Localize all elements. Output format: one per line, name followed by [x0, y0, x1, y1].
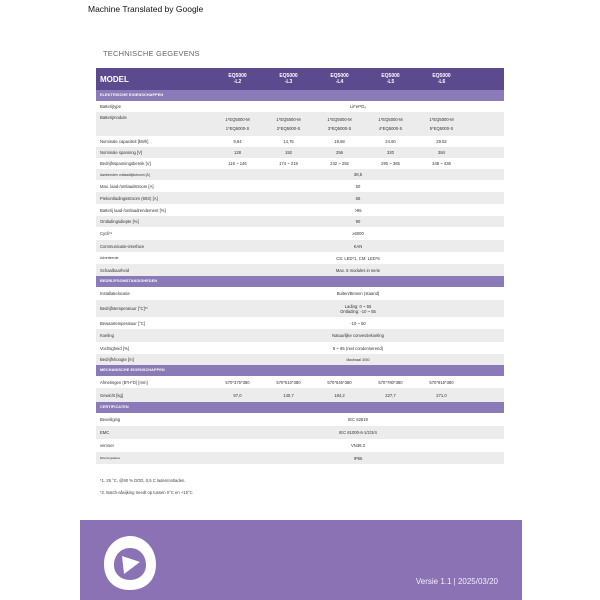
row-label: Bewaartemperatuur [°C]	[100, 320, 145, 326]
row-cell: 227,7	[385, 392, 396, 398]
row-label: Koeling	[100, 333, 114, 338]
row-label: Max. laad-/ontlaadstroom [A]	[100, 183, 154, 189]
row-label: Beveiliging	[100, 417, 121, 422]
row-cell	[416, 117, 467, 131]
table-row	[96, 147, 504, 158]
footnote-1: *1. 25 °C, @90 % DOD, 0,5 C laden/ontladen.	[100, 478, 186, 483]
row-cell: 348 ~ 438	[432, 161, 451, 166]
row-value: 90	[355, 219, 361, 224]
row-cell: 97,0	[233, 392, 242, 398]
cell-line: 1*EQ5000-S	[225, 126, 250, 131]
cell-line: 3*EQ5000-S	[327, 126, 352, 131]
row-cell: 140,7	[283, 392, 294, 398]
table-row	[96, 452, 504, 464]
row-label: Batterijmodule	[100, 115, 127, 120]
model-header-l4: EQ5000 -L4	[330, 73, 349, 85]
cell-line: 1*EQ5000-M	[225, 117, 250, 122]
cell-line: 1*EQ5000-M	[276, 117, 301, 122]
row-cell: 570*645*380	[327, 379, 352, 385]
row-value: 65	[355, 195, 361, 201]
cell-line: 1*EQ5000-M	[378, 117, 403, 122]
table-row	[96, 388, 504, 402]
row-label: Nominale capaciteit [kWh]	[100, 139, 149, 144]
row-label: Afmetingen (B*H*D) [mm]	[100, 379, 148, 385]
row-value: 5 ~ 95 (niet condenserend)	[332, 345, 384, 351]
row-label: vervoer	[100, 443, 114, 448]
row-value: Buiten/Binnen (staand)	[336, 291, 380, 296]
cell-line: Ontlading: -10 ~ 55	[340, 308, 376, 314]
machine-translated-label: Machine Translated by Google	[88, 4, 204, 14]
row-value: 50	[355, 183, 361, 189]
section-operating: BEDRIJFSOMSTANDIGHEDEN	[96, 276, 504, 287]
cell-line: 5*EQ5000-S	[429, 126, 454, 131]
table-row	[96, 252, 504, 264]
table-row	[96, 216, 504, 227]
row-cell: 174 ~ 219	[279, 161, 298, 166]
section-electrical: ELEKTRISCHE EIGENSCHAPPEN	[96, 90, 504, 101]
row-value: LiFePO₄	[350, 104, 366, 109]
table-header	[96, 68, 504, 90]
row-label: Aanbevolen ontlaadtijdstroom [A]	[100, 172, 150, 177]
row-label: Piekontladingsstroom (60S) [A]	[100, 195, 158, 201]
row-cell: 9,84	[233, 139, 242, 144]
row-label: Batterij laad-/ontlaadrendement [%]	[100, 207, 166, 213]
table-row	[96, 317, 504, 329]
row-value: IP65	[353, 455, 363, 461]
table-row	[96, 264, 504, 276]
row-cell: 19,68	[334, 139, 345, 144]
row-value: >95	[354, 207, 362, 213]
row-cell: 24.60	[385, 139, 396, 144]
cell-line: 4*EQ5000-S	[378, 126, 403, 131]
table-row	[96, 169, 504, 180]
table-row	[96, 136, 504, 147]
section-certificates: CERTIFICATEN	[96, 402, 504, 413]
row-label: Communicatie-interface	[100, 243, 145, 249]
section-mechanical: MECHANISCHE EIGENSCHAPPEN	[96, 365, 504, 376]
row-cell: 290 ~ 365	[381, 161, 400, 166]
model-header-l2: EQ5000 -L2	[228, 73, 247, 85]
row-cell: 570*375*380	[225, 379, 250, 385]
table-row	[96, 329, 504, 342]
footer-band	[80, 520, 522, 600]
row-cell: 128	[234, 150, 241, 155]
table-row	[96, 426, 504, 439]
row-label: Installatielocatie	[100, 291, 130, 296]
row-value: -10 ~ 50	[350, 320, 366, 326]
table-row	[96, 240, 504, 252]
table-row	[96, 413, 504, 426]
model-header-label: MODEL	[100, 74, 129, 84]
row-value: 38,5	[353, 172, 363, 177]
version-label: Versie 1.1 | 2025/03/20	[415, 577, 498, 586]
row-label: Behuizingsklasse	[100, 456, 121, 460]
row-cell: 256	[336, 150, 343, 155]
row-cell: 184,2	[334, 392, 345, 398]
row-value: VN38.3	[351, 443, 365, 448]
row-value: IEC 61000-6-1/2/3/4	[339, 430, 377, 435]
row-cell: 570*510*380	[276, 379, 301, 385]
page-title: TECHNISCHE GEGEVENS	[103, 49, 200, 58]
row-cell	[263, 117, 314, 131]
cell-line: 2*EQ5000-S	[276, 126, 301, 131]
row-cell: 570*780*380	[378, 379, 403, 385]
row-cell: 232 ~ 292	[330, 161, 349, 166]
row-cell: 271,0	[436, 392, 447, 398]
row-value	[212, 304, 504, 314]
row-label: Ontladingsdiepte [%]	[100, 219, 139, 224]
table-row	[96, 354, 504, 365]
cell-line: 1*EQ5000-M	[429, 117, 454, 122]
table-row	[96, 439, 504, 452]
row-cell: 570*915*380	[429, 379, 454, 385]
cell-line: 1*EQ5000-M	[327, 117, 352, 122]
row-label: Gewicht [kg]	[100, 392, 124, 398]
table-row	[96, 300, 504, 317]
row-cell: 116 ~ 146	[228, 161, 247, 166]
row-label: Vochtigheid [%]	[100, 345, 129, 351]
row-label: Batterijtype	[100, 104, 121, 109]
cell-line: Lading: 0 ~ 55	[344, 303, 372, 309]
row-label: Adverteerde	[100, 256, 119, 260]
table-row	[96, 180, 504, 192]
table-row	[96, 158, 504, 169]
row-label: EMC	[100, 430, 110, 435]
row-label: Schaalbaarheid	[100, 267, 130, 273]
row-value: Max. 6 modules in serie	[335, 267, 381, 273]
table-row	[96, 204, 504, 216]
row-value: ≥6000	[352, 231, 364, 236]
row-label: Bedrijfshoogte [m]	[100, 357, 134, 362]
model-header-l3: EQ5000 -L3	[279, 73, 298, 85]
row-label: Nominale spanning [V]	[100, 150, 143, 155]
row-cell: 192	[285, 150, 292, 155]
row-cell: 384	[438, 150, 445, 155]
row-cell: 14,76	[283, 139, 294, 144]
row-label: Cycli*¹	[100, 231, 113, 236]
row-cell	[212, 117, 263, 131]
table-row	[96, 227, 504, 240]
row-label: Bedrijfsspanningsbereik [V]	[100, 161, 151, 166]
row-value: KAN	[353, 243, 363, 249]
table-row	[96, 112, 504, 136]
row-label: Bedrijfstemperatuur [°C]*²	[100, 306, 148, 311]
table-row	[96, 192, 504, 204]
model-header-l6: EQ5000 -L6	[432, 73, 451, 85]
row-cell	[314, 117, 365, 131]
row-cell: 320	[387, 150, 394, 155]
row-value: IEC 62619	[348, 417, 368, 422]
footnote-2: *2. Batch-afwijking treedt op tussen 0°C en +15°C	[100, 490, 193, 495]
table-row	[96, 101, 504, 112]
spec-table	[96, 68, 504, 464]
row-value: CS: LED*1, CM: LED*6	[336, 255, 380, 261]
row-value: Natuurlijke convectiekoeling	[332, 333, 384, 338]
table-row	[96, 376, 504, 388]
table-row	[96, 342, 504, 354]
footnotes	[100, 478, 193, 502]
model-header-l5: EQ5000 -L5	[381, 73, 400, 85]
row-cell: 29.52	[436, 139, 447, 144]
table-row	[96, 287, 504, 300]
row-value: Maximaal 3000	[346, 357, 370, 362]
row-cell	[365, 117, 416, 131]
brand-logo-icon	[100, 532, 160, 594]
